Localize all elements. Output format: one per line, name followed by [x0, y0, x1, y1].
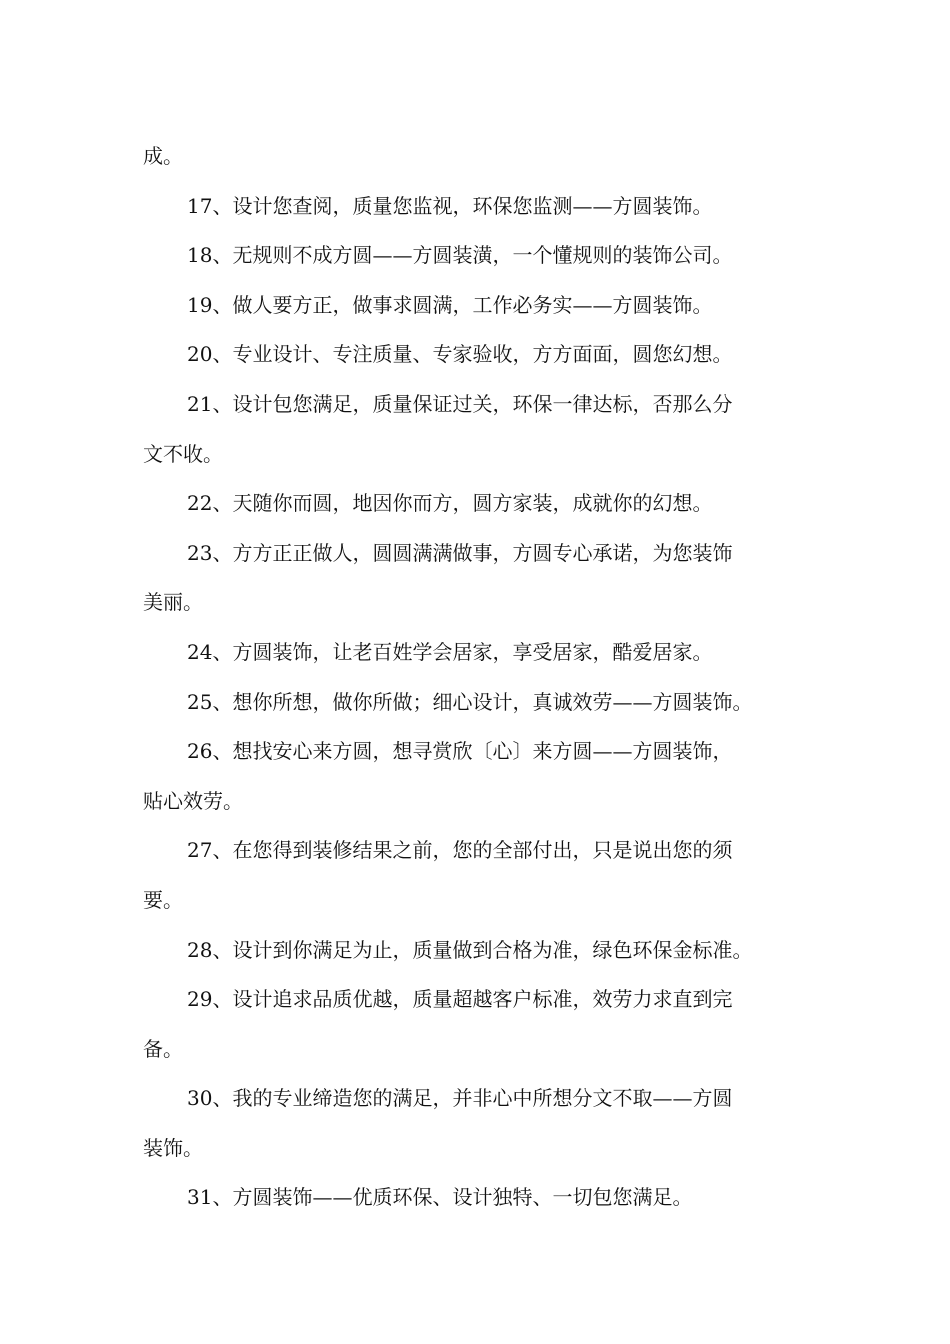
text-line: 29、设计追求品质优越，质量超越客户标准，效劳力求直到完: [187, 987, 733, 1012]
text-line: 18、无规则不成方圆——方圆装潢，一个懂规则的装饰公司。: [187, 243, 733, 268]
text-line: 17、设计您查阅，质量您监视，环保您监测——方圆装饰。: [187, 193, 713, 218]
text-line: 20、专业设计、专注质量、专家验收，方方面面，圆您幻想。: [187, 342, 733, 367]
text-line: 贴心效劳。: [143, 788, 243, 813]
text-line: 要。: [143, 887, 183, 912]
document-body: [143, 132, 808, 1223]
text-line: 美丽。: [143, 590, 203, 615]
text-line: 22、天随你而圆，地因你而方，圆方家装，成就你的幻想。: [187, 491, 713, 516]
text-line: 装饰。: [143, 1135, 203, 1160]
text-line: 21、设计包您满足，质量保证过关，环保一律达标，否那么分: [187, 391, 733, 416]
text-line: 备。: [143, 1036, 183, 1061]
text-line: 23、方方正正做人，圆圆满满做事，方圆专心承诺，为您装饰: [187, 540, 733, 565]
text-line: 26、想找安心来方圆，想寻赏欣〔心〕来方圆——方圆装饰，: [187, 739, 733, 764]
text-line: 25、想你所想，做你所做；细心设计，真诚效劳——方圆装饰。: [187, 689, 753, 714]
text-line: 31、方圆装饰——优质环保、设计独特、一切包您满足。: [187, 1185, 693, 1210]
text-line: 成。: [143, 144, 183, 168]
text-line: 30、我的专业缔造您的满足，并非心中所想分文不取——方圆: [187, 1086, 733, 1111]
text-line: 文不收。: [143, 441, 223, 466]
text-line: 27、在您得到装修结果之前，您的全部付出，只是说出您的须: [187, 838, 733, 863]
text-line: 24、方圆装饰，让老百姓学会居家，享受居家，酷爱居家。: [187, 639, 713, 664]
text-line: 19、做人要方正，做事求圆满，工作必务实——方圆装饰。: [187, 292, 713, 317]
text-line: 28、设计到你满足为止，质量做到合格为准，绿色环保金标准。: [187, 937, 753, 962]
